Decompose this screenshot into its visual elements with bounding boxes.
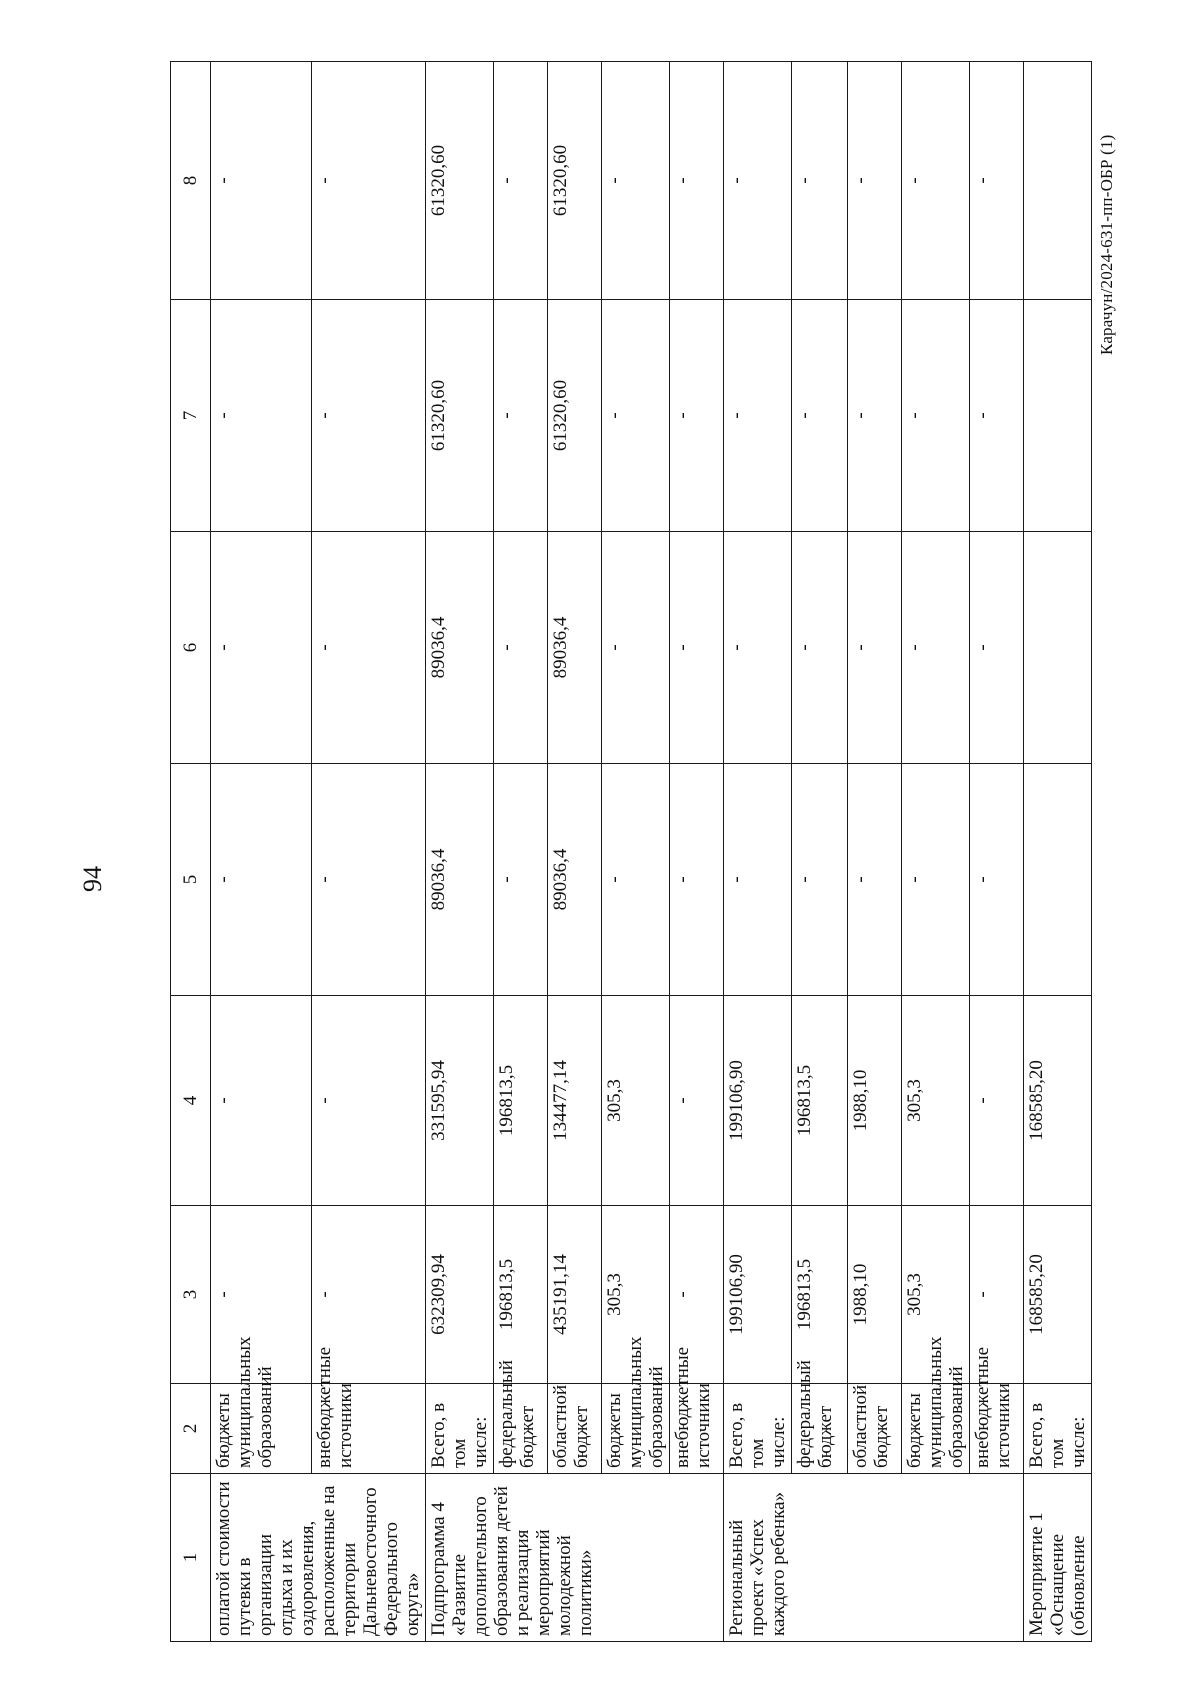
program-name-cell: оплатой стоимости путевки в организации отдыха и их оздоровления, расположенные на территории Дальневосточного Федерального округа» bbox=[211, 1474, 426, 1642]
amount-cell: 305,3 bbox=[902, 996, 970, 1206]
amount-cell: - bbox=[211, 1206, 312, 1384]
amount-cell: - bbox=[848, 764, 902, 996]
table-row bbox=[494, 62, 548, 1642]
amount-cell bbox=[1024, 764, 1092, 996]
program-name-cell: Подпрограмма 4 «Развитие дополнительного образования детей и реализация мероприятий молодежной политики» bbox=[426, 1474, 724, 1642]
funding-source-cell: областной бюджет bbox=[548, 1384, 602, 1474]
amount-cell: 331595,94 bbox=[426, 996, 494, 1206]
header-cell: 4 bbox=[171, 996, 211, 1206]
amount-cell: - bbox=[602, 532, 670, 764]
funding-source-cell: областной бюджет bbox=[848, 1384, 902, 1474]
amount-cell: - bbox=[970, 1206, 1024, 1384]
amount-cell: - bbox=[670, 996, 724, 1206]
amount-cell: 305,3 bbox=[602, 1206, 670, 1384]
program-name-cell: Мероприятие 1 «Оснащение (обновление bbox=[1024, 1474, 1092, 1642]
funding-source-cell: федеральный бюджет bbox=[792, 1384, 848, 1474]
amount-cell: - bbox=[902, 300, 970, 532]
table-row bbox=[848, 62, 902, 1642]
table-row bbox=[1024, 62, 1092, 1642]
amount-cell: - bbox=[792, 764, 848, 996]
amount-cell: - bbox=[970, 300, 1024, 532]
table-row bbox=[970, 62, 1024, 1642]
amount-cell: 61320,60 bbox=[548, 62, 602, 300]
amount-cell: - bbox=[724, 300, 792, 532]
amount-cell: 61320,60 bbox=[426, 62, 494, 300]
amount-cell: 168585,20 bbox=[1024, 1206, 1092, 1384]
amount-cell: - bbox=[724, 62, 792, 300]
table-row bbox=[426, 62, 494, 1642]
amount-cell: 305,3 bbox=[602, 996, 670, 1206]
amount-cell: 89036,4 bbox=[426, 764, 494, 996]
amount-cell: 89036,4 bbox=[426, 532, 494, 764]
amount-cell: - bbox=[670, 62, 724, 300]
funding-source-cell: Всего, в том числе: bbox=[1024, 1384, 1092, 1474]
amount-cell: 435191,14 bbox=[548, 1206, 602, 1384]
amount-cell: - bbox=[970, 996, 1024, 1206]
amount-cell: - bbox=[792, 62, 848, 300]
amount-cell: - bbox=[970, 764, 1024, 996]
amount-cell bbox=[1024, 532, 1092, 764]
table-row bbox=[602, 62, 670, 1642]
amount-cell: - bbox=[311, 532, 425, 764]
amount-cell: 196813,5 bbox=[494, 996, 548, 1206]
amount-cell: - bbox=[211, 62, 312, 300]
amount-cell: - bbox=[602, 62, 670, 300]
amount-cell: 134477,14 bbox=[548, 996, 602, 1206]
amount-cell: 61320,60 bbox=[426, 300, 494, 532]
amount-cell: - bbox=[311, 1206, 425, 1384]
amount-cell: - bbox=[848, 532, 902, 764]
amount-cell: - bbox=[970, 532, 1024, 764]
header-cell: 1 bbox=[171, 1474, 211, 1642]
amount-cell: 196813,5 bbox=[792, 1206, 848, 1384]
amount-cell: - bbox=[311, 62, 425, 300]
amount-cell: - bbox=[970, 62, 1024, 300]
amount-cell: - bbox=[494, 764, 548, 996]
amount-cell: - bbox=[494, 532, 548, 764]
amount-cell: 1988,10 bbox=[848, 1206, 902, 1384]
amount-cell: - bbox=[792, 532, 848, 764]
amount-cell: - bbox=[670, 764, 724, 996]
amount-cell: - bbox=[848, 300, 902, 532]
amount-cell: 199106,90 bbox=[724, 996, 792, 1206]
amount-cell: - bbox=[670, 1206, 724, 1384]
amount-cell: 199106,90 bbox=[724, 1206, 792, 1384]
amount-cell: 1988,10 bbox=[848, 996, 902, 1206]
table-body bbox=[171, 62, 1092, 1642]
header-cell: 5 bbox=[171, 764, 211, 996]
funding-source-cell: федеральный бюджет bbox=[494, 1384, 548, 1474]
document-code: Карачун/2024-631-пп-ОБР (1) bbox=[1097, 134, 1116, 355]
table-row bbox=[670, 62, 724, 1642]
amount-cell: - bbox=[211, 764, 312, 996]
table-row bbox=[902, 62, 970, 1642]
table-row bbox=[724, 62, 792, 1642]
table-row bbox=[311, 62, 425, 1642]
amount-cell: 89036,4 bbox=[548, 532, 602, 764]
amount-cell: - bbox=[311, 300, 425, 532]
amount-cell: - bbox=[724, 532, 792, 764]
amount-cell: - bbox=[792, 300, 848, 532]
funding-source-cell: внебюджетные источники bbox=[311, 1384, 425, 1474]
amount-cell: 632309,94 bbox=[426, 1206, 494, 1384]
table-row bbox=[548, 62, 602, 1642]
amount-cell: 89036,4 bbox=[548, 764, 602, 996]
amount-cell: - bbox=[602, 764, 670, 996]
table-header-row bbox=[171, 62, 211, 1642]
amount-cell: - bbox=[848, 62, 902, 300]
amount-cell: - bbox=[311, 996, 425, 1206]
budget-table bbox=[170, 61, 1092, 1642]
amount-cell: - bbox=[724, 764, 792, 996]
page-number: 94 bbox=[78, 866, 107, 892]
program-name-cell: Региональный проект «Успех каждого ребенка» bbox=[724, 1474, 1024, 1642]
amount-cell: - bbox=[311, 764, 425, 996]
funding-source-cell: Всего, в том числе: bbox=[426, 1384, 494, 1474]
amount-cell: - bbox=[494, 62, 548, 300]
amount-cell: - bbox=[211, 532, 312, 764]
amount-cell: - bbox=[211, 996, 312, 1206]
header-cell: 2 bbox=[171, 1384, 211, 1474]
table-row bbox=[211, 62, 312, 1642]
funding-source-cell: бюджеты муниципальных образований bbox=[902, 1384, 970, 1474]
amount-cell: - bbox=[211, 300, 312, 532]
header-cell: 6 bbox=[171, 532, 211, 764]
amount-cell: 305,3 bbox=[902, 1206, 970, 1384]
amount-cell: 196813,5 bbox=[792, 996, 848, 1206]
amount-cell: 61320,60 bbox=[548, 300, 602, 532]
amount-cell: - bbox=[602, 300, 670, 532]
table-row bbox=[792, 62, 848, 1642]
amount-cell: - bbox=[670, 300, 724, 532]
header-cell: 3 bbox=[171, 1206, 211, 1384]
funding-source-cell: внебюджетные источники bbox=[970, 1384, 1024, 1474]
funding-source-cell: бюджеты муниципальных образований bbox=[211, 1384, 312, 1474]
header-cell: 7 bbox=[171, 300, 211, 532]
funding-source-cell: Всего, в том числе: bbox=[724, 1384, 792, 1474]
funding-source-cell: бюджеты муниципальных образований bbox=[602, 1384, 670, 1474]
funding-source-cell: внебюджетные источники bbox=[670, 1384, 724, 1474]
amount-cell: - bbox=[902, 532, 970, 764]
header-cell: 8 bbox=[171, 62, 211, 300]
amount-cell: - bbox=[494, 300, 548, 532]
amount-cell: 196813,5 bbox=[494, 1206, 548, 1384]
amount-cell: - bbox=[902, 764, 970, 996]
amount-cell: 168585,20 bbox=[1024, 996, 1092, 1206]
amount-cell bbox=[1024, 300, 1092, 532]
amount-cell bbox=[1024, 62, 1092, 300]
amount-cell: - bbox=[902, 62, 970, 300]
amount-cell: - bbox=[670, 532, 724, 764]
